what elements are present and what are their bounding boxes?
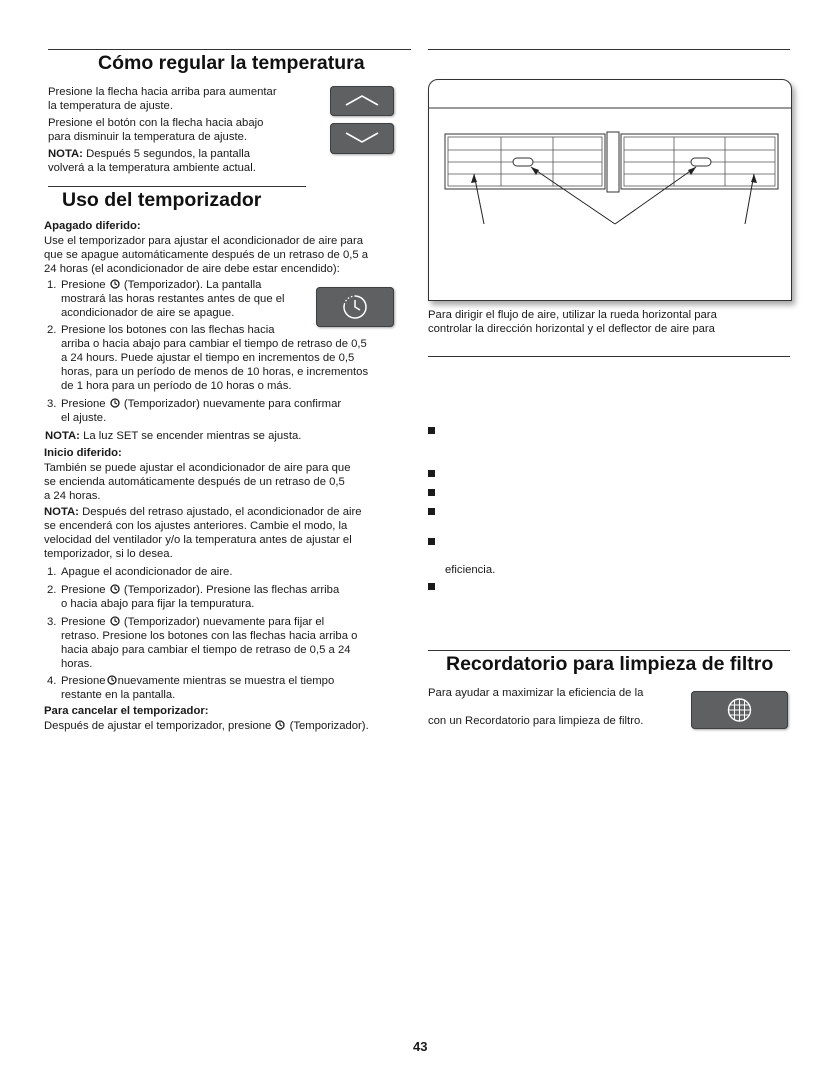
step-text-b: (Temporizador). Presione las flechas arriba (123, 584, 340, 596)
step-text (61, 278, 261, 293)
step-text (61, 615, 324, 630)
timer-icon (107, 675, 117, 685)
step-number: 1. (47, 279, 57, 291)
delayed-off-intro: que se apague automáticamente después de un retraso de 0,5 a (44, 249, 369, 261)
step-text: Apague el acondicionador de aire. (61, 566, 233, 578)
step-text: de 1 hora para un período de 10 horas o más. (61, 380, 292, 392)
timer-icon (110, 616, 120, 626)
step-number: 3. (47, 398, 57, 410)
list-bullet (428, 489, 435, 496)
air-vent-diagram (429, 80, 791, 300)
section-rule (48, 49, 411, 50)
step-number: 4. (47, 675, 57, 687)
list-bullet (428, 508, 435, 515)
cancel-text-b: (Temporizador). (289, 720, 369, 732)
step-text: a 24 hours. Puede ajustar el tiempo en incrementos de 0,5 (61, 352, 355, 364)
temp-down-button[interactable] (330, 123, 394, 154)
step-text: restante en la pantalla. (61, 689, 176, 701)
step-text: mostrará las horas restantes antes de que el (61, 293, 285, 305)
timer-icon (110, 398, 120, 408)
timer-note (45, 429, 301, 444)
temp-text-line: Presione el botón con la flecha hacia abajo (48, 117, 264, 129)
delayed-off-intro: Use el temporizador para ajustar el acondicionador de aire para (44, 235, 364, 247)
step-text-a: Presione (61, 279, 106, 291)
airflow-caption: Para dirigir el flujo de aire, utilizar la rueda horizontal para (428, 309, 717, 321)
note-text: Después 5 segundos, la pantalla (82, 148, 250, 160)
temp-note-line: volverá a la temperatura ambiente actual. (48, 162, 256, 174)
delayed-on-note-line: velocidad del ventilador y/o la temperatura antes de ajustar el (44, 534, 352, 546)
delayed-on-label: Inicio diferido: (44, 447, 122, 459)
step-text: o hacia abajo para fijar la tempuratura. (61, 598, 255, 610)
step-text: hacia abajo para cambiar el tiempo de retraso de 0,5 a 24 (61, 644, 351, 656)
step-text-a: Presione (61, 616, 106, 628)
note-text: Después del retraso ajustado, el acondicionador de aire (78, 506, 362, 518)
step-number: 2. (47, 324, 57, 336)
step-text: el ajuste. (61, 412, 107, 424)
chevron-down-icon (330, 123, 394, 154)
step-text: Presione los botones con las flechas hacia (61, 324, 275, 336)
step-text-a: Presione (61, 584, 106, 596)
list-bullet (428, 427, 435, 434)
step-text-a: Presione (61, 675, 106, 687)
filter-button[interactable] (691, 691, 788, 729)
step-text: arriba o hacia abajo para cambiar el tiempo de retraso de 0,5 (61, 338, 367, 350)
section-rule (428, 356, 790, 357)
timer-icon (275, 720, 285, 730)
air-vent-illustration (428, 79, 792, 301)
step-number: 2. (47, 584, 57, 596)
step-text-b: (Temporizador) nuevamente para fijar el (123, 616, 325, 628)
airflow-caption: controlar la dirección horizontal y el deflector de aire para (428, 323, 715, 335)
filter-text: con un Recordatorio para limpieza de filtro. (428, 715, 644, 727)
timer-button[interactable] (316, 287, 394, 327)
filter-text: Para ayudar a maximizar la eficiencia de la (428, 687, 644, 699)
temp-text-line: Presione la flecha hacia arriba para aumentar (48, 86, 277, 98)
temperature-heading: Cómo regular la temperatura (98, 52, 365, 74)
delayed-off-intro: 24 horas (el acondicionador de aire debe estar encendido): (44, 263, 340, 275)
step-text-b: (Temporizador). La pantalla (123, 279, 262, 291)
step-text (61, 583, 339, 598)
step-text-b: (Temporizador) nuevamente para confirmar (123, 398, 342, 410)
page-number: 43 (413, 1039, 428, 1054)
cancel-text-a: Después de ajustar el temporizador, presione (44, 720, 272, 732)
step-text-a: Presione (61, 398, 106, 410)
list-bullet (428, 538, 435, 545)
section-rule (428, 650, 790, 651)
note-label: NOTA: (45, 430, 80, 442)
temp-text-line: para disminuir la temperatura de ajuste. (48, 131, 248, 143)
delayed-on-note-line: temporizador, si lo desea. (44, 548, 173, 560)
cancel-text (44, 719, 369, 734)
temp-note (48, 147, 250, 162)
section-rule (48, 186, 306, 187)
delayed-on-note-line: se encenderá con los ajustes anteriores. Cambie el modo, la (44, 520, 348, 532)
cancel-label: Para cancelar el temporizador: (44, 705, 209, 717)
step-text: retraso. Presione los botones con las flechas hacia arriba o (61, 630, 358, 642)
timer-icon (110, 279, 120, 289)
delayed-off-label: Apagado diferido: (44, 220, 141, 232)
timer-icon (316, 287, 394, 327)
step-text (61, 397, 341, 412)
step-text: acondicionador de aire se apague. (61, 307, 235, 319)
step-number: 1. (47, 566, 57, 578)
temp-up-button[interactable] (330, 86, 394, 116)
step-text (61, 674, 334, 689)
filter-icon (691, 691, 788, 729)
list-bullet (428, 470, 435, 477)
delayed-on-note (44, 505, 362, 520)
list-bullet (428, 583, 435, 590)
chevron-up-icon (330, 86, 394, 116)
note-label: NOTA: (44, 506, 79, 518)
delayed-on-intro: a 24 horas. (44, 490, 101, 502)
section-rule (428, 49, 790, 50)
step-number: 3. (47, 616, 57, 628)
step-text: horas, para un período de menos de 10 horas, e incrementos (61, 366, 369, 378)
note-label: NOTA: (48, 148, 83, 160)
timer-icon (110, 584, 120, 594)
temp-text-line: la temperatura de ajuste. (48, 100, 173, 112)
delayed-on-intro: se encienda automáticamente después de un retraso de 0,5 (44, 476, 345, 488)
step-text-b: nuevamente mientras se muestra el tiempo (117, 675, 335, 687)
efficiency-text: eficiencia. (445, 564, 496, 576)
note-text: La luz SET se encender mientras se ajusta. (79, 430, 302, 442)
timer-heading: Uso del temporizador (62, 189, 262, 211)
filter-heading: Recordatorio para limpieza de filtro (446, 653, 774, 675)
delayed-on-intro: También se puede ajustar el acondicionador de aire para que (44, 462, 351, 474)
step-text: horas. (61, 658, 93, 670)
